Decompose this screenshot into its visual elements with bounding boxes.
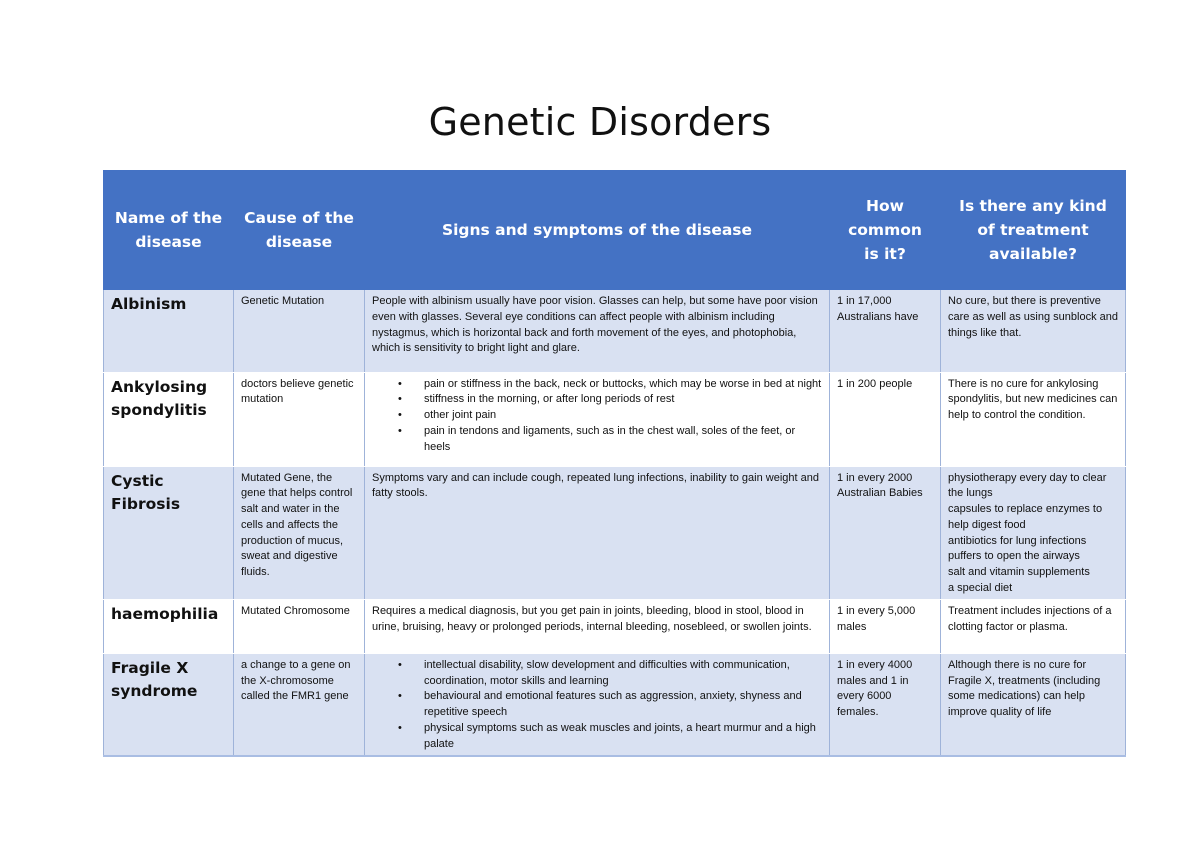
symptoms-list: [372, 377, 823, 456]
disease-symptoms: People with albinism usually have poor vision. Glasses can help, but some have poor vision even with glasses. Several eye conditions can affect people with albinism including nystagmus, which is horizontal back and forth movement of the eyes, and photophobia, which is sensitivity to bright light and glare.: [365, 290, 830, 372]
table-header-row: [104, 170, 1126, 290]
disease-cause: a change to a gene on the X-chromosome called the FMR1 gene: [234, 653, 365, 755]
disease-name: Cystic Fibrosis: [104, 466, 234, 599]
disease-treatment: There is no cure for ankylosing spondylitis, but new medicines can help to control the condition.: [941, 372, 1126, 466]
symptoms-list: [372, 658, 823, 753]
treatment-line: salt and vitamin supplements: [948, 566, 1090, 579]
table-row: [104, 372, 1126, 466]
page-title: Genetic Disorders: [428, 100, 772, 144]
disease-name: Fragile X syndrome: [104, 653, 234, 755]
list-item: • behavioural and emotional features such as aggression, anxiety, shyness and repetitive speech: [424, 689, 823, 721]
disease-treatment: No cure, but there is preventive care as well as using sunblock and things like that.: [941, 290, 1126, 372]
table-row: [104, 290, 1126, 372]
list-item: • intellectual disability, slow development and difficulties with communication, coordination, motor skills and learning: [424, 658, 823, 690]
list-item: • physical symptoms such as weak muscles and joints, a heart murmur and a high palate: [424, 721, 823, 753]
genetic-disorders-table: [103, 170, 1126, 757]
table-row: [104, 466, 1126, 599]
list-item: • pain or stiffness in the back, neck or buttocks, which may be worse in bed at night: [424, 377, 823, 393]
table-row: [104, 599, 1126, 653]
table-row: [104, 653, 1126, 755]
disease-name: Ankylosing spondylitis: [104, 372, 234, 466]
disease-symptoms: Requires a medical diagnosis, but you get pain in joints, bleeding, blood in stool, blood in urine, bruising, heavy or prolonged periods, internal bleeding, nosebleed, or swollen joints.: [365, 599, 830, 653]
disease-cause: Genetic Mutation: [234, 290, 365, 372]
list-item: • pain in tendons and ligaments, such as in the chest wall, soles of the feet, or heels: [424, 424, 823, 456]
disease-treatment: Treatment includes injections of a clotting factor or plasma.: [941, 599, 1126, 653]
disease-treatment: Although there is no cure for Fragile X, treatments (including some medications) can help improve quality of life: [941, 653, 1126, 755]
treatment-line: a special diet: [948, 582, 1013, 595]
list-item: • stiffness in the morning, or after long periods of rest: [424, 392, 823, 408]
disease-treatment: [941, 466, 1126, 599]
disease-cause: Mutated Gene, the gene that helps control salt and water in the cells and affects the production of mucus, sweat and digestive fluids.: [234, 466, 365, 599]
disease-symptoms: Symptoms vary and can include cough, repeated lung infections, inability to gain weight and fatty stools.: [365, 466, 830, 599]
disease-frequency: 1 in every 5,000 males: [830, 599, 941, 653]
disease-frequency: 1 in 17,000 Australians have: [830, 290, 941, 372]
treatment-line: capsules to replace enzymes to help digest food: [948, 503, 1103, 531]
treatment-line: puffers to open the airways: [948, 550, 1080, 563]
disease-cause: doctors believe genetic mutation: [234, 372, 365, 466]
list-item: • other joint pain: [424, 408, 823, 424]
header-cause: Cause of the disease: [234, 170, 365, 290]
disease-frequency: 1 in 200 people: [830, 372, 941, 466]
header-treatment: Is there any kind of treatment available?: [941, 170, 1126, 290]
disease-symptoms: [365, 372, 830, 466]
disease-cause: Mutated Chromosome: [234, 599, 365, 653]
disease-name: Albinism: [104, 290, 234, 372]
header-common: How common is it?: [830, 170, 941, 290]
header-symptoms: Signs and symptoms of the disease: [365, 170, 830, 290]
header-name: Name of the disease: [104, 170, 234, 290]
disease-frequency: 1 in every 2000 Australian Babies: [830, 466, 941, 599]
disease-name: haemophilia: [104, 599, 234, 653]
disease-symptoms: [365, 653, 830, 755]
treatment-line: physiotherapy every day to clear the lungs: [948, 471, 1107, 500]
treatment-line: antibiotics for lung infections: [948, 534, 1087, 547]
disease-frequency: 1 in every 4000 males and 1 in every 6000 females.: [830, 653, 941, 755]
